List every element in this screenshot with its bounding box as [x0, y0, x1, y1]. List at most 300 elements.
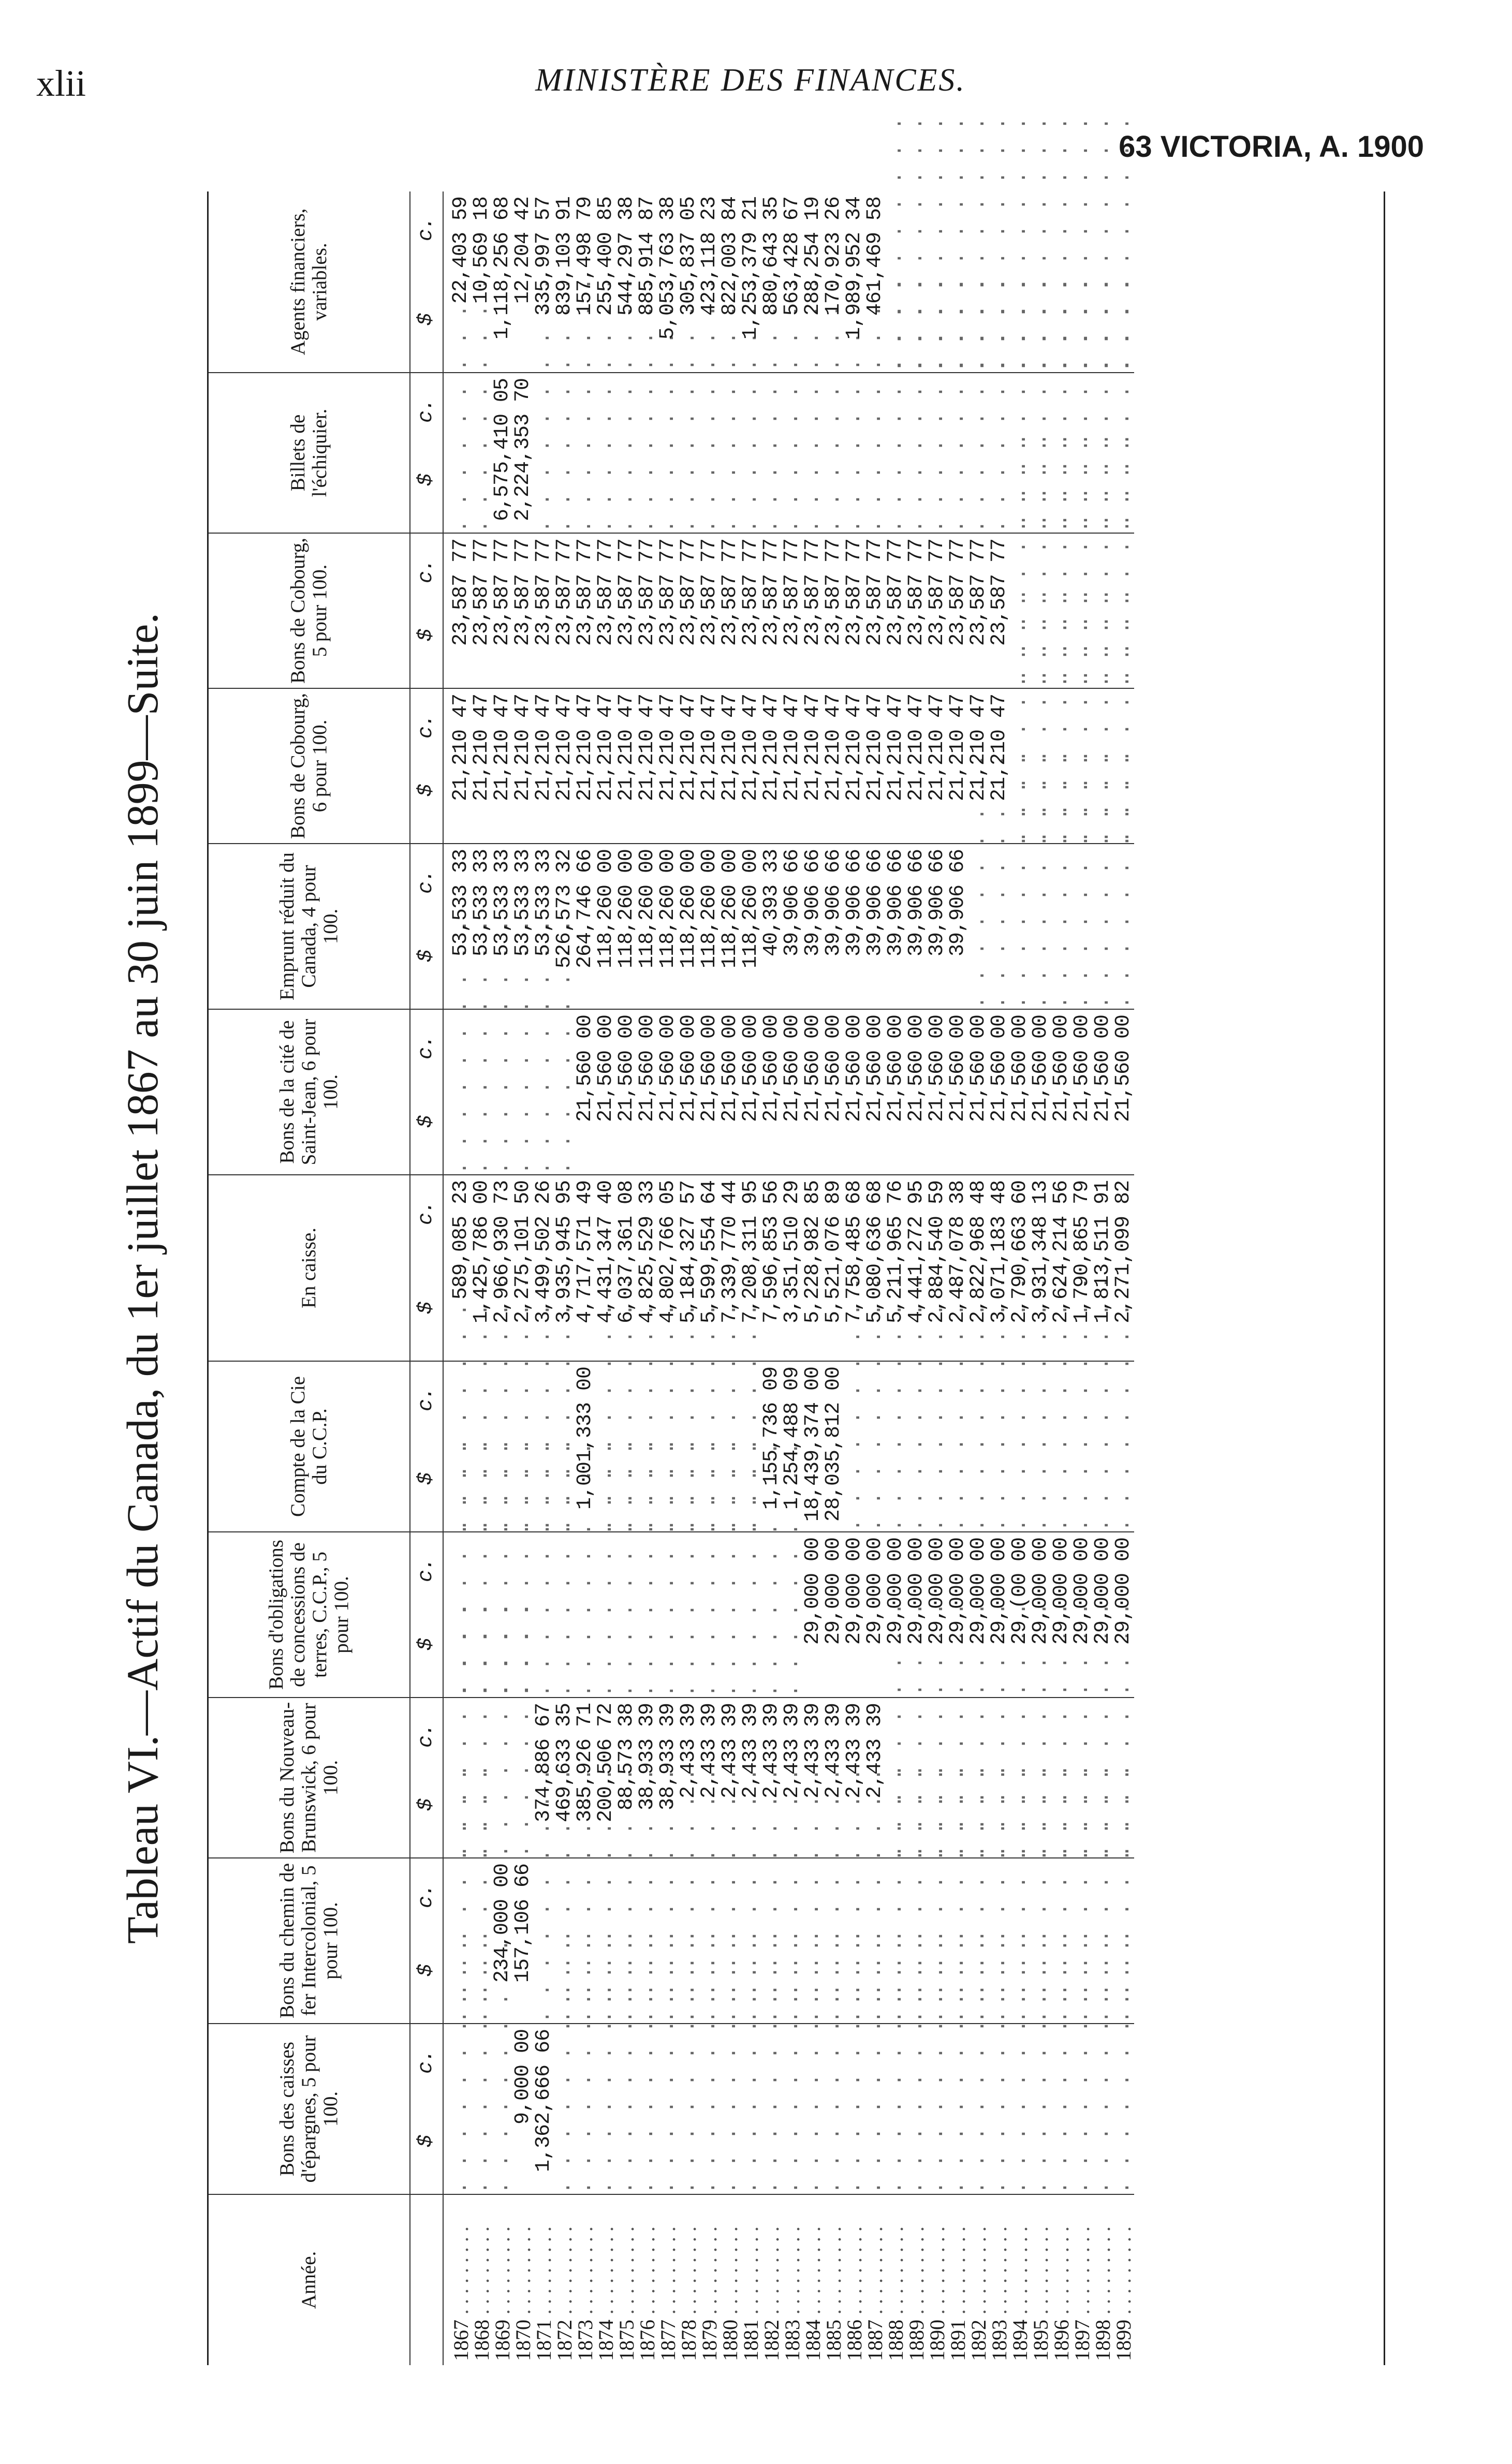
- column-header: Bons de Cobourg, 5 pour 100.: [209, 533, 410, 688]
- value-cell: 21,210 47: [989, 688, 1010, 844]
- year-cell: 1881 . . .: [741, 2194, 761, 2365]
- value-cell: 23,587 77: [927, 533, 948, 688]
- value-cell: [699, 373, 720, 533]
- value-cell: 23,587 77: [989, 533, 1010, 688]
- column-header: Bons d'obligations de concessions de terres, C.C.P., 5 pour 100.: [209, 1532, 410, 1698]
- value-cell: [1113, 1361, 1134, 1532]
- value-cell: 21,560 00: [741, 1009, 761, 1175]
- year-cell: 1887 . . .: [865, 2194, 886, 2365]
- value-cell: [948, 373, 968, 533]
- value-cell: [1072, 2024, 1093, 2194]
- value-cell: 23,587 77: [699, 533, 720, 688]
- value-cell: 1,118,256 68: [492, 191, 513, 373]
- table-row: [554, 191, 575, 2365]
- value-cell: 39,906 66: [782, 844, 803, 1009]
- dollar-unit: $: [415, 1115, 438, 1128]
- value-cell: [886, 191, 906, 373]
- value-cell: 4,431,347 40: [596, 1175, 616, 1361]
- value-cell: 21,560 00: [575, 1009, 596, 1175]
- value-cell: 2,275,101 50: [513, 1175, 534, 1361]
- value-cell: [1093, 2024, 1113, 2194]
- table-row: [948, 191, 968, 2365]
- year-cell: 1875 . . .: [616, 2194, 637, 2365]
- value-cell: 6,575,410 05: [492, 373, 513, 533]
- value-cell: 21,560 00: [824, 1009, 844, 1175]
- page-number: xlii: [36, 63, 86, 104]
- value-cell: 29,(00 00: [1010, 1532, 1031, 1698]
- unit-cell: [410, 1858, 443, 2024]
- value-cell: [844, 1858, 865, 2024]
- value-cell: [679, 1532, 699, 1698]
- cent-unit: c.: [415, 1201, 438, 1226]
- value-cell: [1093, 1698, 1113, 1858]
- value-cell: 21,560 00: [886, 1009, 906, 1175]
- value-cell: [824, 2024, 844, 2194]
- value-cell: [1113, 533, 1134, 688]
- value-cell: 21,210 47: [906, 688, 927, 844]
- value-cell: [699, 1858, 720, 2024]
- value-cell: 1,001,333 00: [575, 1361, 596, 1532]
- value-cell: 23,587 77: [761, 533, 782, 688]
- value-cell: 29,000 00: [968, 1532, 989, 1698]
- table-row: [906, 191, 927, 2365]
- value-cell: [513, 1361, 534, 1532]
- value-cell: 5,228,982 85: [803, 1175, 824, 1361]
- value-cell: [906, 2024, 927, 2194]
- value-cell: 29,000 00: [824, 1532, 844, 1698]
- value-cell: 2,884,540 59: [927, 1175, 948, 1361]
- value-cell: 461,469 58: [865, 191, 886, 373]
- table-row: [1010, 191, 1031, 2365]
- dollar-unit: $: [415, 474, 438, 486]
- value-cell: 1,790,865 79: [1072, 1175, 1093, 1361]
- value-cell: [1031, 1698, 1051, 1858]
- value-cell: [1093, 688, 1113, 844]
- table-row: [534, 191, 554, 2365]
- value-cell: 2,822,968 48: [968, 1175, 989, 1361]
- value-cell: 21,210 47: [761, 688, 782, 844]
- value-cell: 23,587 77: [616, 533, 637, 688]
- value-cell: [472, 1858, 492, 2024]
- value-cell: 200,506 72: [596, 1698, 616, 1858]
- value-cell: 23,587 77: [443, 533, 472, 688]
- value-cell: [1113, 191, 1134, 373]
- value-cell: [761, 1532, 782, 1698]
- value-cell: 2,624,214 56: [1051, 1175, 1072, 1361]
- year-cell: 1898 . . .: [1093, 2194, 1113, 2365]
- value-cell: [596, 1858, 616, 2024]
- value-cell: 423,118 23: [699, 191, 720, 373]
- value-cell: 1,989,952 34: [844, 191, 865, 373]
- value-cell: 23,587 77: [741, 533, 761, 688]
- value-cell: [1093, 373, 1113, 533]
- value-cell: [886, 2024, 906, 2194]
- value-cell: [492, 1361, 513, 1532]
- value-cell: [761, 373, 782, 533]
- value-cell: [637, 373, 658, 533]
- value-cell: [720, 2024, 741, 2194]
- value-cell: 1,362,666 66: [534, 2024, 554, 2194]
- value-cell: [906, 373, 927, 533]
- value-cell: 38,933 39: [658, 1698, 679, 1858]
- value-cell: [492, 1009, 513, 1175]
- value-cell: [1072, 533, 1093, 688]
- value-cell: 21,560 00: [782, 1009, 803, 1175]
- value-cell: 21,560 00: [1051, 1009, 1072, 1175]
- year-cell: 1886 . . .: [844, 2194, 865, 2365]
- value-cell: [1051, 688, 1072, 844]
- cent-unit: c.: [415, 559, 438, 584]
- column-header-year: Année.: [209, 2194, 410, 2365]
- value-cell: 39,906 66: [948, 844, 968, 1009]
- value-cell: 40,393 33: [761, 844, 782, 1009]
- value-cell: [1113, 2024, 1134, 2194]
- value-cell: [1010, 191, 1031, 373]
- value-cell: [1051, 2024, 1072, 2194]
- value-cell: [443, 1361, 472, 1532]
- value-cell: 21,210 47: [865, 688, 886, 844]
- value-cell: 21,210 47: [720, 688, 741, 844]
- dollar-unit: $: [415, 1302, 438, 1314]
- year-cell: 1883 . . .: [782, 2194, 803, 2365]
- value-cell: 21,210 47: [575, 688, 596, 844]
- value-cell: 21,210 47: [534, 688, 554, 844]
- value-cell: 5,184,327 57: [679, 1175, 699, 1361]
- value-cell: 21,560 00: [637, 1009, 658, 1175]
- value-cell: 21,560 00: [699, 1009, 720, 1175]
- value-cell: 29,000 00: [927, 1532, 948, 1698]
- value-cell: [1031, 688, 1051, 844]
- value-cell: 21,210 47: [844, 688, 865, 844]
- value-cell: [968, 1858, 989, 2024]
- unit-cell: [410, 1532, 443, 1698]
- table-row: [782, 191, 803, 2365]
- value-cell: 157,498 79: [575, 191, 596, 373]
- table-row: [968, 191, 989, 2365]
- table-row: [575, 191, 596, 2365]
- value-cell: [906, 1858, 927, 2024]
- unit-cell: [410, 2194, 443, 2365]
- value-cell: 885,914 87: [637, 191, 658, 373]
- value-cell: 118,260 00: [679, 844, 699, 1009]
- unit-cell: [410, 844, 443, 1009]
- value-cell: 21,560 00: [1072, 1009, 1093, 1175]
- value-cell: [472, 1361, 492, 1532]
- value-cell: 3,071,183 48: [989, 1175, 1010, 1361]
- value-cell: [513, 1009, 534, 1175]
- value-cell: [616, 1532, 637, 1698]
- column-header: Bons du chemin de fer Intercolonial, 5 pour 100.: [209, 1858, 410, 2024]
- value-cell: 29,000 00: [803, 1532, 824, 1698]
- value-cell: [948, 1361, 968, 1532]
- value-cell: 23,587 77: [575, 533, 596, 688]
- value-cell: [637, 1858, 658, 2024]
- value-cell: [658, 1858, 679, 2024]
- value-cell: 7,758,485 68: [844, 1175, 865, 1361]
- dollar-unit: $: [415, 950, 438, 962]
- value-cell: 23,587 77: [865, 533, 886, 688]
- value-cell: 29,000 00: [1051, 1532, 1072, 1698]
- value-cell: 7,208,311 95: [741, 1175, 761, 1361]
- value-cell: [927, 373, 948, 533]
- value-cell: [948, 2024, 968, 2194]
- value-cell: 29,000 00: [948, 1532, 968, 1698]
- value-cell: 2,790,663 60: [1010, 1175, 1031, 1361]
- value-cell: [1072, 373, 1093, 533]
- value-cell: 170,923 26: [824, 191, 844, 373]
- value-cell: 21,560 00: [989, 1009, 1010, 1175]
- value-cell: [443, 1532, 472, 1698]
- cent-unit: c.: [415, 1388, 438, 1412]
- table-row: [513, 191, 534, 2365]
- column-header: En caisse.: [209, 1175, 410, 1361]
- value-cell: 18,439,374 00: [803, 1361, 824, 1532]
- value-cell: [1010, 373, 1031, 533]
- value-cell: 2,271,099 82: [1113, 1175, 1134, 1361]
- table-body: [443, 191, 1134, 2365]
- table-row: [1051, 191, 1072, 2365]
- value-cell: [616, 2024, 637, 2194]
- value-cell: 21,560 00: [1113, 1009, 1134, 1175]
- table-row: [679, 191, 699, 2365]
- value-cell: [472, 2024, 492, 2194]
- value-cell: 2,966,930 73: [492, 1175, 513, 1361]
- value-cell: 5,080,636 68: [865, 1175, 886, 1361]
- value-cell: [886, 1698, 906, 1858]
- value-cell: 7,339,770 44: [720, 1175, 741, 1361]
- value-cell: [1051, 191, 1072, 373]
- value-cell: 1,254,488 09: [782, 1361, 803, 1532]
- value-cell: 589,085 23: [443, 1175, 472, 1361]
- column-header: Bons de Cobourg, 6 pour 100.: [209, 688, 410, 844]
- value-cell: [1031, 373, 1051, 533]
- value-cell: [637, 1361, 658, 1532]
- value-cell: [1010, 1698, 1031, 1858]
- unit-cell: [410, 1698, 443, 1858]
- value-cell: 23,587 77: [886, 533, 906, 688]
- dollar-unit: $: [415, 784, 438, 796]
- value-cell: [679, 2024, 699, 2194]
- table-row: [658, 191, 679, 2365]
- value-cell: 23,587 77: [782, 533, 803, 688]
- value-cell: [1031, 1361, 1051, 1532]
- value-cell: 2,487,078 38: [948, 1175, 968, 1361]
- column-header: Bons du Nouveau-Brunswick, 6 pour 100.: [209, 1698, 410, 1858]
- value-cell: [927, 1698, 948, 1858]
- year-cell: 1871 . . .: [534, 2194, 554, 2365]
- value-cell: [720, 1361, 741, 1532]
- value-cell: [968, 844, 989, 1009]
- table-row: [927, 191, 948, 2365]
- value-cell: [554, 1361, 575, 1532]
- value-cell: 21,210 47: [927, 688, 948, 844]
- value-cell: [472, 1698, 492, 1858]
- value-cell: [886, 1361, 906, 1532]
- value-cell: [596, 1532, 616, 1698]
- year-cell: 1873 . . .: [575, 2194, 596, 2365]
- year-cell: 1895 . . .: [1031, 2194, 1051, 2365]
- value-cell: [1010, 1361, 1031, 1532]
- table-row: [1113, 191, 1134, 2365]
- value-cell: 21,210 47: [803, 688, 824, 844]
- value-cell: [1010, 844, 1031, 1009]
- cent-unit: c.: [415, 1036, 438, 1060]
- value-cell: [761, 1858, 782, 2024]
- value-cell: [554, 373, 575, 533]
- value-cell: 2,433 39: [720, 1698, 741, 1858]
- value-cell: [596, 1361, 616, 1532]
- value-cell: [1051, 373, 1072, 533]
- value-cell: [989, 1858, 1010, 2024]
- table-row: [443, 191, 472, 2365]
- year-cell: 1876 . . .: [637, 2194, 658, 2365]
- value-cell: 39,906 66: [865, 844, 886, 1009]
- value-cell: 23,587 77: [679, 533, 699, 688]
- value-cell: [741, 1532, 761, 1698]
- value-cell: 12,204 42: [513, 191, 534, 373]
- value-cell: 23,587 77: [534, 533, 554, 688]
- value-cell: [948, 1858, 968, 2024]
- value-cell: 21,210 47: [596, 688, 616, 844]
- value-cell: 3,935,945 95: [554, 1175, 575, 1361]
- value-cell: 118,260 00: [616, 844, 637, 1009]
- value-cell: 39,906 66: [886, 844, 906, 1009]
- value-cell: [782, 2024, 803, 2194]
- value-cell: [443, 1858, 472, 2024]
- value-cell: [472, 1009, 492, 1175]
- value-cell: [534, 1361, 554, 1532]
- value-cell: [865, 2024, 886, 2194]
- value-cell: 23,587 77: [472, 533, 492, 688]
- table-row: [596, 191, 616, 2365]
- value-cell: 23,587 77: [492, 533, 513, 688]
- table-row: [1072, 191, 1093, 2365]
- value-cell: 2,433 39: [679, 1698, 699, 1858]
- value-cell: 21,560 00: [906, 1009, 927, 1175]
- year-cell: 1896 . . .: [1051, 2194, 1072, 2365]
- value-cell: [803, 2024, 824, 2194]
- value-cell: [1031, 1858, 1051, 2024]
- value-cell: 39,906 66: [906, 844, 927, 1009]
- value-cell: 23,587 77: [844, 533, 865, 688]
- year-cell: 1874 . . .: [596, 2194, 616, 2365]
- value-cell: 21,560 00: [679, 1009, 699, 1175]
- value-cell: [927, 1858, 948, 2024]
- value-cell: 23,587 77: [968, 533, 989, 688]
- value-cell: 28,035,812 00: [824, 1361, 844, 1532]
- value-cell: [1031, 533, 1051, 688]
- value-cell: 29,000 00: [886, 1532, 906, 1698]
- value-cell: 21,210 47: [948, 688, 968, 844]
- value-cell: 29,000 00: [906, 1532, 927, 1698]
- table-row: [989, 191, 1010, 2365]
- value-cell: 21,210 47: [513, 688, 534, 844]
- value-cell: 385,926 71: [575, 1698, 596, 1858]
- value-cell: 29,000 00: [989, 1532, 1010, 1698]
- table-row: [616, 191, 637, 2365]
- value-cell: 822,003 84: [720, 191, 741, 373]
- dollar-unit: $: [415, 629, 438, 641]
- value-cell: [1051, 1698, 1072, 1858]
- year-cell: 1872 . . .: [554, 2194, 575, 2365]
- cent-unit: c.: [415, 715, 438, 739]
- value-cell: [575, 373, 596, 533]
- value-cell: [989, 2024, 1010, 2194]
- value-cell: [968, 191, 989, 373]
- value-cell: [699, 1361, 720, 1532]
- year-cell: 1884 . . .: [803, 2194, 824, 2365]
- value-cell: [575, 1858, 596, 2024]
- value-cell: 53,533 33: [472, 844, 492, 1009]
- value-cell: [741, 1858, 761, 2024]
- value-cell: [844, 1361, 865, 1532]
- value-cell: 21,210 47: [637, 688, 658, 844]
- value-cell: [443, 1009, 472, 1175]
- value-cell: [554, 1858, 575, 2024]
- value-cell: 23,587 77: [596, 533, 616, 688]
- value-cell: 2,224,353 70: [513, 373, 534, 533]
- value-cell: 839,103 91: [554, 191, 575, 373]
- cent-unit: c.: [415, 217, 438, 242]
- value-cell: 39,906 66: [803, 844, 824, 1009]
- value-cell: [824, 1858, 844, 2024]
- value-cell: 21,560 00: [927, 1009, 948, 1175]
- value-cell: [513, 1532, 534, 1698]
- value-cell: [658, 1532, 679, 1698]
- year-cell: 1867 . . .: [443, 2194, 472, 2365]
- value-cell: 5,053,763 38: [658, 191, 679, 373]
- value-cell: [1010, 2024, 1031, 2194]
- value-cell: [1093, 1361, 1113, 1532]
- cent-unit: c.: [415, 870, 438, 894]
- value-cell: [989, 191, 1010, 373]
- value-cell: [616, 373, 637, 533]
- unit-cell: [410, 2024, 443, 2194]
- value-cell: [1051, 1361, 1072, 1532]
- value-cell: [968, 2024, 989, 2194]
- year-cell: 1882 . . .: [761, 2194, 782, 2365]
- value-cell: 4,802,766 05: [658, 1175, 679, 1361]
- value-cell: [534, 373, 554, 533]
- unit-cell: [410, 533, 443, 688]
- table-row: [761, 191, 782, 2365]
- value-cell: 7,596,853 56: [761, 1175, 782, 1361]
- value-cell: 3,499,502 26: [534, 1175, 554, 1361]
- year-cell: 1892 . . .: [968, 2194, 989, 2365]
- value-cell: 21,560 00: [865, 1009, 886, 1175]
- value-cell: 880,643 35: [761, 191, 782, 373]
- value-cell: 288,254 19: [803, 191, 824, 373]
- value-cell: [844, 373, 865, 533]
- dollar-unit: $: [415, 2135, 438, 2147]
- value-cell: [761, 2024, 782, 2194]
- value-cell: 21,210 47: [824, 688, 844, 844]
- value-cell: [575, 1532, 596, 1698]
- value-cell: 23,587 77: [720, 533, 741, 688]
- value-cell: [1031, 2024, 1051, 2194]
- value-cell: 22,403 59: [443, 191, 472, 373]
- value-cell: 118,260 00: [596, 844, 616, 1009]
- value-cell: [968, 1698, 989, 1858]
- value-cell: [1113, 844, 1134, 1009]
- table-row: [803, 191, 824, 2365]
- year-cell: 1888 . . .: [886, 2194, 906, 2365]
- dollar-unit: $: [415, 1472, 438, 1485]
- column-header: Bons des caisses d'épargnes, 5 pour 100.: [209, 2024, 410, 2194]
- unit-cell: [410, 191, 443, 373]
- table-row: [492, 191, 513, 2365]
- value-cell: [443, 373, 472, 533]
